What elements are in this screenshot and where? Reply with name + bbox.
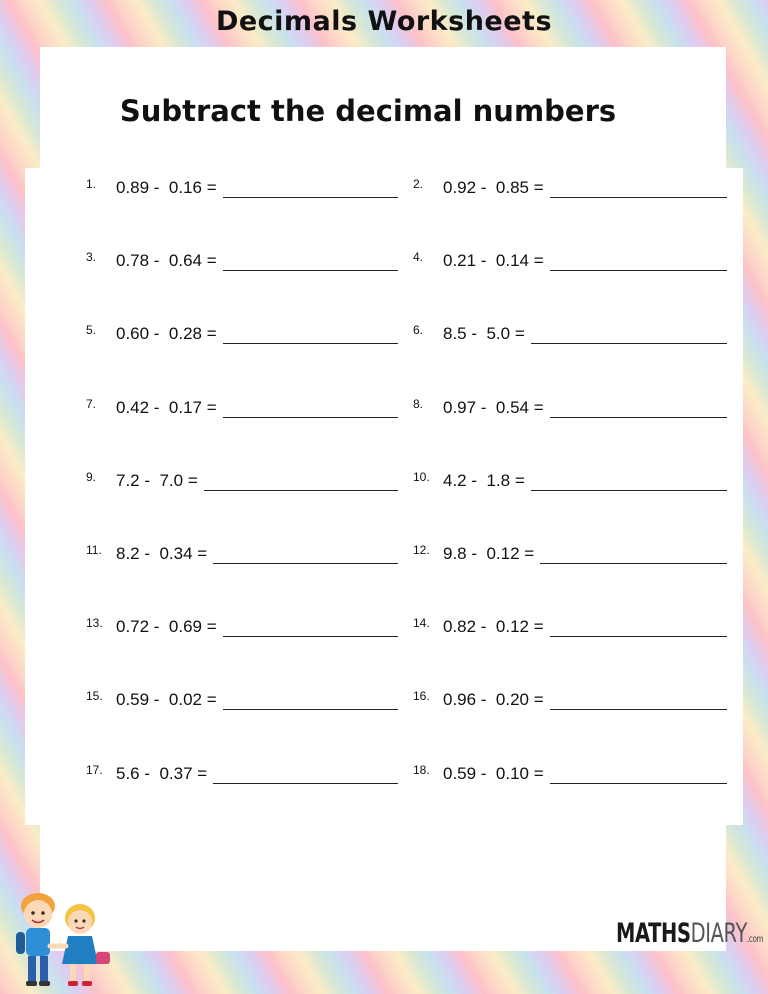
problem-item	[86, 245, 398, 275]
problem-number: 17.	[86, 762, 103, 777]
problem-number: 12.	[413, 543, 430, 557]
problem-expression: 0.92 - 0.85 =	[443, 178, 544, 197]
problem-item	[413, 684, 727, 714]
problem-number: 8.	[413, 396, 424, 411]
problem-item	[413, 538, 727, 568]
problem-expression: 0.60 - 0.28 =	[116, 324, 217, 344]
problem-expression: 7.2 - 7.0 =	[116, 470, 198, 490]
problem-item	[413, 392, 727, 422]
problem-number: 3.	[86, 250, 97, 265]
problem-number: 18.	[413, 762, 430, 777]
problem-number: 16.	[413, 689, 430, 704]
problem-number: 15.	[86, 689, 103, 704]
worksheet-heading: Subtract the decimal numbers	[119, 94, 617, 128]
problem-number: 10.	[413, 469, 430, 484]
answer-line[interactable]	[531, 342, 727, 344]
problem-expression: 0.59 - 0.10 =	[443, 763, 544, 783]
answer-line[interactable]	[223, 635, 398, 637]
answer-line[interactable]	[204, 489, 398, 491]
logo-light: DIARY	[690, 918, 747, 949]
problem-item	[413, 758, 727, 788]
problem-expression: 0.89 - 0.16 =	[116, 178, 217, 197]
kids-icon	[8, 884, 113, 992]
logo-bold: MATHS	[616, 918, 691, 949]
problem-item	[413, 172, 727, 202]
problem-item	[86, 611, 398, 641]
mathsdiary-logo	[616, 918, 763, 949]
problem-expression: 0.72 - 0.69 =	[116, 617, 217, 637]
problem-number: 11.	[86, 543, 102, 557]
problem-expression: 0.78 - 0.64 =	[116, 251, 217, 271]
problem-item	[86, 538, 398, 568]
problem-expression: 9.8 - 0.12 =	[443, 544, 535, 563]
answer-line[interactable]	[223, 269, 398, 271]
answer-line[interactable]	[531, 489, 727, 491]
problem-item	[86, 758, 398, 788]
problem-expression: 8.5 - 5.0 =	[443, 324, 525, 344]
problem-expression: 0.82 - 0.12 =	[443, 617, 544, 637]
answer-line[interactable]	[550, 708, 727, 710]
problem-item	[86, 465, 398, 495]
answer-line[interactable]	[540, 562, 727, 564]
problem-number: 2.	[413, 177, 424, 191]
problem-item	[86, 392, 398, 422]
problem-item	[413, 611, 727, 641]
problem-number: 13.	[86, 616, 103, 631]
problem-expression: 5.6 - 0.37 =	[116, 763, 208, 783]
problem-number: 5.	[86, 323, 97, 338]
problem-item	[413, 318, 727, 348]
problem-expression: 0.96 - 0.20 =	[443, 690, 544, 710]
answer-line[interactable]	[223, 708, 398, 710]
answer-line[interactable]	[213, 562, 398, 564]
answer-line[interactable]	[550, 269, 727, 271]
problem-item	[86, 684, 398, 714]
answer-line[interactable]	[550, 416, 727, 418]
logo-suffix: .com	[746, 934, 764, 945]
problem-number: 7.	[86, 396, 97, 411]
problem-expression: 0.21 - 0.14 =	[443, 251, 544, 271]
answer-line[interactable]	[550, 782, 727, 784]
problem-expression: 0.59 - 0.02 =	[116, 690, 217, 710]
answer-line[interactable]	[550, 635, 727, 637]
problem-item	[86, 318, 398, 348]
problem-expression: 0.42 - 0.17 =	[116, 397, 217, 417]
answer-line[interactable]	[550, 196, 727, 198]
problem-number: 1.	[86, 177, 97, 191]
answer-line[interactable]	[213, 782, 398, 784]
problem-item	[413, 465, 727, 495]
problem-number: 14.	[413, 616, 430, 631]
problem-number: 9.	[86, 469, 97, 484]
problem-item	[86, 172, 398, 202]
problem-expression: 0.97 - 0.54 =	[443, 397, 544, 417]
answer-line[interactable]	[223, 196, 398, 198]
problem-item	[413, 245, 727, 275]
problem-expression: 8.2 - 0.34 =	[116, 544, 208, 563]
answer-line[interactable]	[223, 416, 398, 418]
problem-expression: 4.2 - 1.8 =	[443, 470, 525, 490]
answer-line[interactable]	[223, 342, 398, 344]
problem-number: 4.	[413, 250, 424, 265]
problem-number: 6.	[413, 323, 424, 338]
site-title: Decimals Worksheets	[215, 6, 553, 37]
